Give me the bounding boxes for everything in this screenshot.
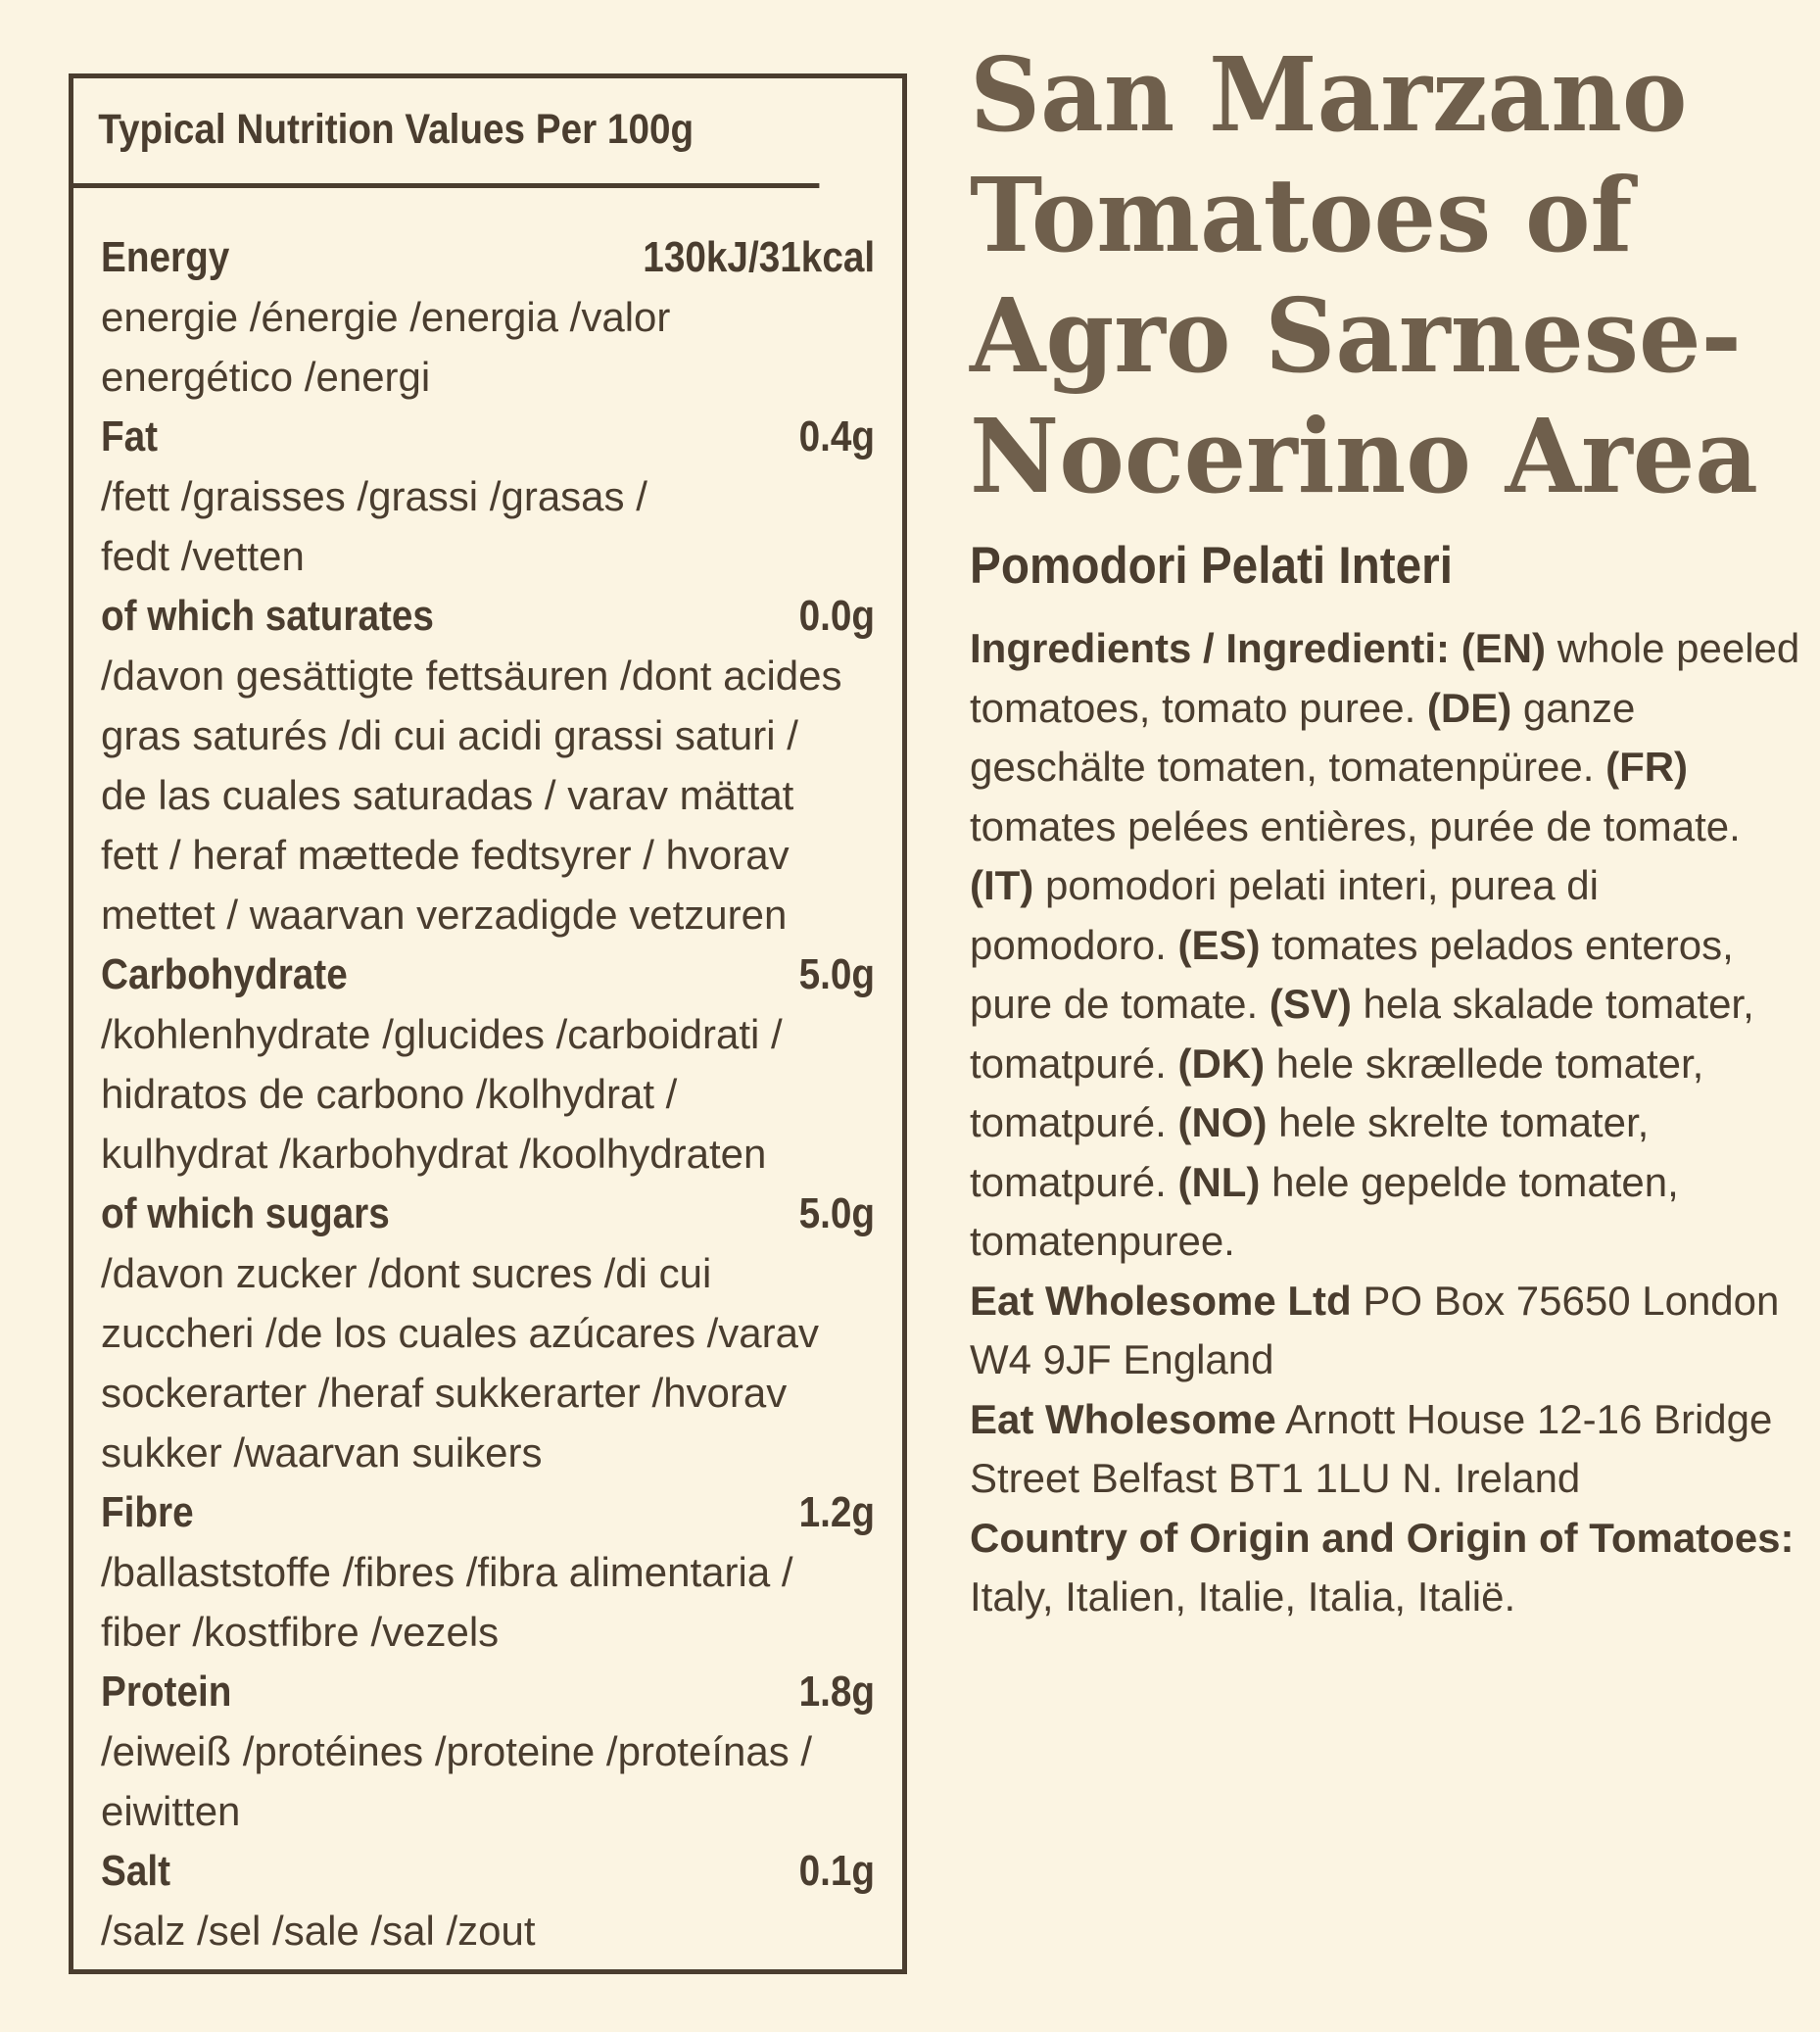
lang-code-sv: (SV) bbox=[1269, 981, 1352, 1027]
address-uk bbox=[970, 1272, 1802, 1390]
nutrient-translation: /kohlenhydrate /glucides /carboidrati / hidratos de carbono /kolhydrat / kulhydrat /karbohydrat /koolhydraten bbox=[101, 1011, 783, 1177]
nutrient-label: Fat bbox=[101, 412, 159, 460]
ingredients-de: ganze geschälte tomaten, tomatenpüree. bbox=[970, 684, 1636, 790]
ingredients-fr: tomates pelées entières, purée de tomate. bbox=[970, 802, 1741, 849]
nutrient-label: Energy bbox=[101, 233, 230, 281]
nutrition-row-head bbox=[101, 586, 875, 646]
nutrition-body bbox=[73, 188, 902, 1960]
product-subtitle: Pomodori Pelati Interi bbox=[970, 537, 1453, 595]
nutrition-row-head bbox=[101, 1841, 875, 1901]
nutrition-row-head bbox=[101, 1482, 875, 1542]
nutrient-label: Carbohydrate bbox=[101, 950, 348, 998]
product-info bbox=[970, 34, 1802, 1627]
lang-code-en: (EN) bbox=[1461, 625, 1547, 671]
nutrient-value: 5.0g bbox=[798, 950, 875, 998]
nutrient-value: 130kJ/31kcal bbox=[643, 233, 875, 281]
nutrient-value: 5.0g bbox=[798, 1189, 875, 1237]
nutrient-value: 0.4g bbox=[798, 412, 875, 460]
lang-code-de: (DE) bbox=[1426, 684, 1512, 731]
ingredients-no: hele skrelte tomater, tomatpuré. bbox=[970, 1099, 1650, 1205]
nutrition-row bbox=[101, 1841, 875, 1960]
nutrition-row bbox=[101, 1184, 875, 1482]
ingredients-dk: hele skrællede tomater, tomatpuré. bbox=[970, 1040, 1704, 1145]
nutrition-row-head bbox=[101, 1184, 875, 1243]
address-ni bbox=[970, 1390, 1802, 1509]
nutrition-row bbox=[101, 1662, 875, 1841]
company-name-uk: Eat Wholesome Ltd bbox=[970, 1277, 1352, 1324]
nutrient-translation: /fett /graisses /grassi /grasas / fedt /vetten bbox=[101, 473, 647, 579]
ingredients-block bbox=[970, 619, 1802, 1627]
ingredients-nl: hele gepelde tomaten, tomatenpuree. bbox=[970, 1158, 1679, 1264]
nutrition-row bbox=[101, 1482, 875, 1662]
nutrition-row-head bbox=[101, 1662, 875, 1721]
ingredients-paragraph bbox=[970, 619, 1802, 1272]
nutrition-row bbox=[101, 586, 875, 944]
company-name-ni: Eat Wholesome bbox=[970, 1395, 1276, 1442]
nutrition-table bbox=[69, 73, 907, 1974]
nutrient-translation: /eiweiß /protéines /proteine /proteínas / eiwitten bbox=[101, 1728, 813, 1834]
nutrition-header: Typical Nutrition Values Per 100g bbox=[73, 78, 819, 188]
lang-code-nl: (NL) bbox=[1177, 1158, 1261, 1205]
nutrition-row-head bbox=[101, 407, 875, 466]
nutrient-value: 0.0g bbox=[798, 592, 875, 640]
lang-code-no: (NO) bbox=[1177, 1099, 1268, 1145]
nutrient-translation: energie /énergie /energia /valor energético /energi bbox=[101, 294, 671, 400]
lang-code-es: (ES) bbox=[1177, 921, 1261, 968]
nutrient-label: of which saturates bbox=[101, 592, 434, 640]
nutrition-row-head bbox=[101, 944, 875, 1004]
origin-label: Country of Origin and Origin of Tomatoes: bbox=[970, 1514, 1795, 1561]
origin-text: Italy, Italien, Italie, Italia, Italië. bbox=[970, 1573, 1516, 1620]
nutrition-row bbox=[101, 227, 875, 407]
nutrient-value: 1.8g bbox=[798, 1668, 875, 1716]
address-ni-text: Arnott House 12-16 Bridge Street Belfast BT1 1LU N. Ireland bbox=[970, 1395, 1773, 1501]
nutrition-row bbox=[101, 944, 875, 1184]
lang-code-dk: (DK) bbox=[1177, 1040, 1266, 1087]
ingredients-it: pomodori pelati interi, purea di pomodoro. bbox=[970, 862, 1599, 968]
address-uk-text: PO Box 75650 London W4 9JF England bbox=[970, 1277, 1780, 1382]
ingredients-es: tomates pelados enteros, pure de tomate. bbox=[970, 921, 1734, 1027]
ingredients-sv: hela skalade tomater, tomatpuré. bbox=[970, 981, 1754, 1087]
nutrient-label: of which sugars bbox=[101, 1189, 390, 1237]
ingredients-label: Ingredients / Ingredienti: bbox=[970, 625, 1451, 671]
lang-code-fr: (FR) bbox=[1605, 744, 1689, 790]
nutrient-translation: /salz /sel /sale /sal /zout bbox=[101, 1908, 536, 1954]
nutrition-row-head bbox=[101, 227, 875, 287]
nutrient-value: 1.2g bbox=[798, 1488, 875, 1536]
nutrient-label: Fibre bbox=[101, 1488, 194, 1536]
nutrient-translation: /ballaststoffe /fibres /fibra alimentaria / fiber /kostfibre /vezels bbox=[101, 1549, 793, 1655]
lang-code-it: (IT) bbox=[970, 862, 1034, 908]
nutrient-translation: /davon zucker /dont sucres /di cui zuccheri /de los cuales azúcares /varav sockerarter /heraf sukkerarter /hvorav sukker /waarvan suikers bbox=[101, 1250, 820, 1476]
nutrition-row bbox=[101, 407, 875, 586]
product-title: San Marzano Tomatoes of Agro Sarnese- Nocerino Area bbox=[970, 34, 1758, 516]
nutrient-label: Salt bbox=[101, 1847, 171, 1895]
nutrient-label: Protein bbox=[101, 1668, 232, 1716]
ingredients-en: whole peeled tomatoes, tomato puree. bbox=[970, 625, 1800, 731]
nutrient-translation: /davon gesättigte fettsäuren /dont acides gras saturés /di cui acidi grassi saturi / de las cuales saturadas / varav mättat fett / heraf mættede fedtsyrer / hvorav mettet / waarvan verzadigde vetzuren bbox=[101, 653, 842, 938]
nutrient-value: 0.1g bbox=[798, 1847, 875, 1895]
